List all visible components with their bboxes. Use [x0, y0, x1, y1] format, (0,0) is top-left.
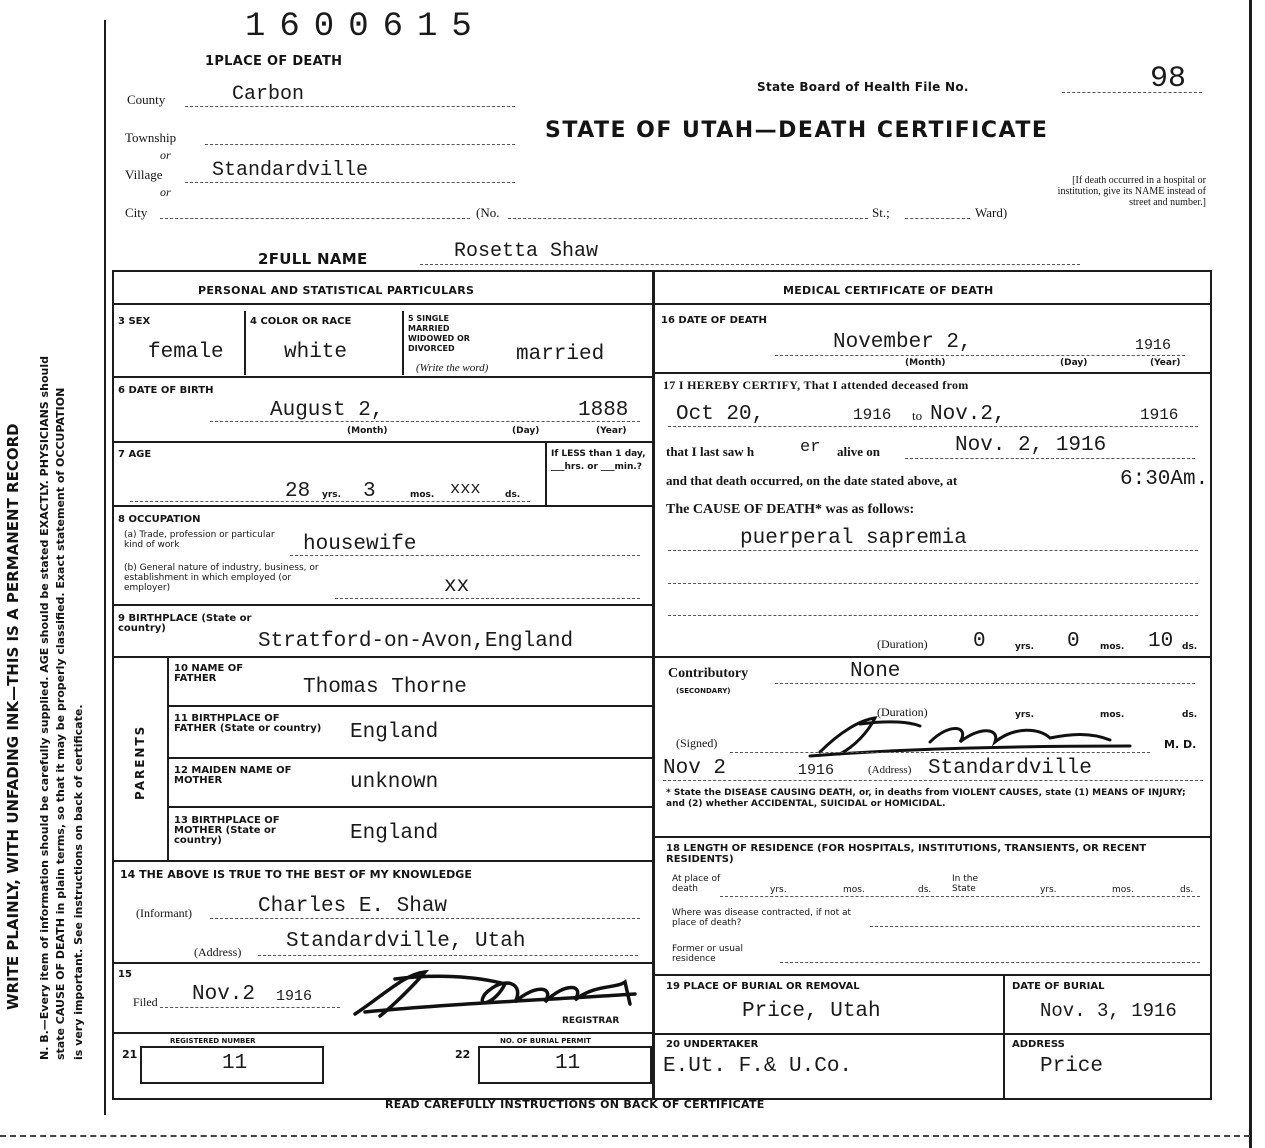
burial-permit-label: NO. OF BURIAL PERMIT [500, 1037, 591, 1045]
undertaker-address-label: ADDRESS [1012, 1039, 1065, 1050]
occupation-value: housewife [303, 533, 417, 556]
physician-signature [800, 712, 1140, 762]
duration-label: (Duration) [877, 637, 928, 651]
marital-value: married [516, 343, 605, 366]
undertaker-label: 20 UNDERTAKER [666, 1039, 759, 1050]
county-value: Carbon [232, 83, 305, 106]
residence-ds-2: ds. [1180, 885, 1194, 895]
filed-year: 1916 [276, 988, 313, 1005]
at-place-label: At place of death [672, 874, 721, 894]
dod-year-caption: (Year) [1150, 358, 1181, 368]
attended-to-year: 1916 [1140, 406, 1179, 424]
duration2-mos-label: mos. [1100, 710, 1125, 720]
no-label: (No. [476, 205, 500, 220]
age-months: 3 [363, 480, 376, 503]
contributory-label: Contributory [668, 666, 749, 681]
contributory-value: None [850, 660, 901, 683]
signed-address-value: Standardville [928, 757, 1092, 780]
township-label: Township [125, 130, 177, 145]
duration-ds-label: ds. [1182, 642, 1198, 652]
duration-yrs-label: yrs. [1015, 642, 1035, 652]
duration-mos-label: mos. [1100, 642, 1125, 652]
or-label-1: or [160, 148, 171, 162]
occ-a-label: (a) Trade, profession or particular kind of work [124, 530, 275, 550]
age-label: 7 AGE [118, 449, 152, 460]
signed-label: (Signed) [676, 736, 718, 750]
father-label: 10 NAME OF FATHER [174, 663, 244, 684]
burial-place-value: Price, Utah [742, 1000, 881, 1023]
occupation-label: 8 OCCUPATION [118, 514, 201, 525]
duration-ds: 10 [1148, 630, 1174, 653]
residence-yrs-2: yrs. [1040, 885, 1057, 895]
informant-address-label: (Address) [194, 945, 242, 959]
hospital-note: [If death occurred in a hospital or institution, give its NAME instead of street and number.] [1057, 175, 1206, 208]
occ-b-label: (b) General nature of industry, business, or establishment in which employed (or employer) [124, 563, 319, 593]
certificate-number: 1600615 [245, 8, 486, 46]
registrar-label: REGISTRAR [562, 1016, 620, 1026]
certificate-title: STATE OF UTAH—DEATH CERTIFICATE [545, 118, 1049, 143]
city-label: City [125, 205, 148, 220]
undertaker-value: E.Ut. F.& U.Co. [663, 1055, 853, 1078]
cause-footnote: * State the DISEASE CAUSING DEATH, or, in deaths from VIOLENT CAUSES, state (1) MEANS OF INJURY; and (2) whether ACCIDENTAL, SUICIDAL or HOMICIDAL. [666, 788, 1186, 809]
birthplace-label: 9 BIRTHPLACE (State or country) [118, 613, 252, 634]
duration-yrs: 0 [973, 630, 986, 653]
to-label: to [912, 408, 923, 423]
full-name-value: Rosetta Shaw [454, 240, 599, 263]
last-saw-her: er [800, 438, 821, 457]
dod-label: 16 DATE OF DEATH [661, 315, 767, 326]
signed-address-label: (Address) [868, 764, 912, 776]
residence-mos-2: mos. [1112, 885, 1134, 895]
last-saw-label: that I last saw h [666, 444, 755, 459]
marital-label: 5 SINGLE MARRIED WIDOWED OR DIVORCED [408, 314, 470, 353]
less-than-label: If LESS than 1 day, ___hrs. or ___min.? [551, 449, 646, 472]
duration2-label: (Duration) [877, 705, 928, 719]
dob-year: 1888 [578, 399, 629, 422]
burial-date-value: Nov. 3, 1916 [1040, 1000, 1177, 1022]
dob-day-caption: (Day) [512, 426, 540, 436]
mother-bp-value: England [350, 822, 439, 845]
box22-label: 22 [455, 1048, 471, 1061]
sex-value: female [148, 341, 224, 364]
certify-label: 17 I HEREBY CERTIFY, That I attended deceased from [663, 378, 969, 392]
death-occurred-label: and that death occurred, on the date stated above, at [666, 473, 958, 488]
reg-no-label: REGISTERED NUMBER [170, 1037, 256, 1045]
attended-from-year: 1916 [853, 406, 892, 424]
informant-label: (Informant) [136, 906, 192, 920]
file-no-value: 98 [1150, 62, 1187, 96]
dod-month-caption: (Month) [905, 358, 946, 368]
duration-mos: 0 [1067, 630, 1080, 653]
birthplace-value: Stratford-on-Avon,England [258, 630, 574, 653]
father-value: Thomas Thorne [303, 676, 467, 699]
reg-no-value: 11 [222, 1052, 248, 1075]
sex-label: 3 SEX [118, 316, 151, 327]
duration2-ds-label: ds. [1182, 710, 1198, 720]
dob-value: August 2, [270, 399, 384, 422]
time-of-death: 6:30Am. [1120, 468, 1209, 491]
file-no-label: State Board of Health File No. [757, 80, 969, 94]
in-state-label: In the State [952, 874, 978, 894]
dod-day-caption: (Day) [1060, 358, 1088, 368]
mother-bp-label: 13 BIRTHPLACE OF MOTHER (State or country) [174, 815, 280, 846]
md-label: M. D. [1164, 738, 1197, 751]
color-label: 4 COLOR OR RACE [250, 316, 352, 327]
age-years: 28 [285, 480, 311, 503]
dob-year-caption: (Year) [596, 426, 627, 436]
cause-label: The CAUSE OF DEATH* was as follows: [666, 502, 915, 517]
margin-nb-line3: is very important. See instructions on back of certificate. [72, 704, 85, 1060]
residence-ds-1: ds. [918, 885, 932, 895]
place-of-death-label: 1PLACE OF DEATH [205, 54, 343, 69]
margin-nb-line1: N. B.—Every item of information should be carefully supplied. AGE should be stated EXACTLY. PHYSICIANS should [38, 356, 51, 1060]
informant-heading: 14 THE ABOVE IS TRUE TO THE BEST OF MY KNOWLEDGE [120, 868, 472, 881]
full-name-label: 2FULL NAME [258, 250, 368, 268]
secondary-label: (SECONDARY) [676, 687, 731, 695]
filed-number: 15 [118, 969, 132, 980]
mother-label: 12 MAIDEN NAME OF MOTHER [174, 765, 292, 786]
filed-label: Filed [133, 995, 158, 1009]
village-label: Village [125, 167, 163, 182]
registrar-signature [345, 964, 645, 1024]
or-label-2: or [160, 185, 171, 199]
residence-label: 18 LENGTH OF RESIDENCE (FOR HOSPITALS, INSTITUTIONS, TRANSIENTS, OR RECENT RESIDENTS) [666, 843, 1147, 865]
filed-date: Nov.2 [192, 983, 256, 1006]
father-bp-value: England [350, 721, 439, 744]
marital-note: (Write the word) [416, 362, 489, 374]
contracted-label: Where was disease contracted, if not at place of death? [672, 908, 852, 928]
color-value: white [284, 341, 348, 364]
burial-place-label: 19 PLACE OF BURIAL OR REMOVAL [666, 981, 860, 992]
county-label: County [127, 92, 166, 107]
age-mos-label: mos. [410, 490, 435, 500]
cause-value: puerperal sapremia [740, 527, 967, 550]
duration2-yrs-label: yrs. [1015, 710, 1035, 720]
parents-label: PARENTS [133, 724, 147, 800]
attended-to: Nov.2, [930, 403, 1006, 426]
village-value: Standardville [212, 159, 369, 182]
dob-label: 6 DATE OF BIRTH [118, 385, 214, 396]
burial-permit-value: 11 [555, 1052, 581, 1075]
personal-heading: PERSONAL AND STATISTICAL PARTICULARS [198, 284, 475, 297]
residence-mos-1: mos. [843, 885, 865, 895]
dob-month-caption: (Month) [347, 426, 388, 436]
box21-label: 21 [122, 1048, 138, 1061]
dod-value: November 2, [833, 331, 972, 354]
mother-value: unknown [350, 771, 439, 794]
father-bp-label: 11 BIRTHPLACE OF FATHER (State or country) [174, 713, 322, 734]
last-saw-date: Nov. 2, 1916 [955, 434, 1107, 457]
margin-nb-line2: state CAUSE OF DEATH in plain terms, so that it may be properly classified. Exact statement of OCCUPATION [54, 387, 67, 1060]
informant-value: Charles E. Shaw [258, 895, 448, 918]
attended-from: Oct 20, [676, 403, 765, 426]
residence-yrs-1: yrs. [770, 885, 787, 895]
margin-permanent-record: WRITE PLAINLY, WITH UNFADING INK—THIS IS A PERMANENT RECORD [4, 423, 22, 1010]
informant-address-value: Standardville, Utah [286, 930, 526, 953]
burial-date-label: DATE OF BURIAL [1012, 981, 1105, 992]
age-yrs-label: yrs. [322, 490, 342, 500]
undertaker-address-value: Price [1040, 1055, 1104, 1078]
industry-value: xx [444, 575, 470, 598]
age-ds-label: ds. [505, 490, 521, 500]
dod-year: 1916 [1135, 337, 1172, 354]
signed-date: Nov 2 [663, 757, 727, 780]
medical-heading: MEDICAL CERTIFICATE OF DEATH [783, 284, 994, 297]
alive-on-label: alive on [837, 444, 880, 459]
st-label: St.; [872, 205, 890, 220]
signed-year: 1916 [798, 762, 835, 779]
footer-instructions: READ CAREFULLY INSTRUCTIONS ON BACK OF CERTIFICATE [385, 1098, 765, 1111]
ward-label: Ward) [975, 205, 1008, 220]
former-residence-label: Former or usual residence [672, 944, 743, 964]
age-days: xxx [450, 480, 481, 499]
